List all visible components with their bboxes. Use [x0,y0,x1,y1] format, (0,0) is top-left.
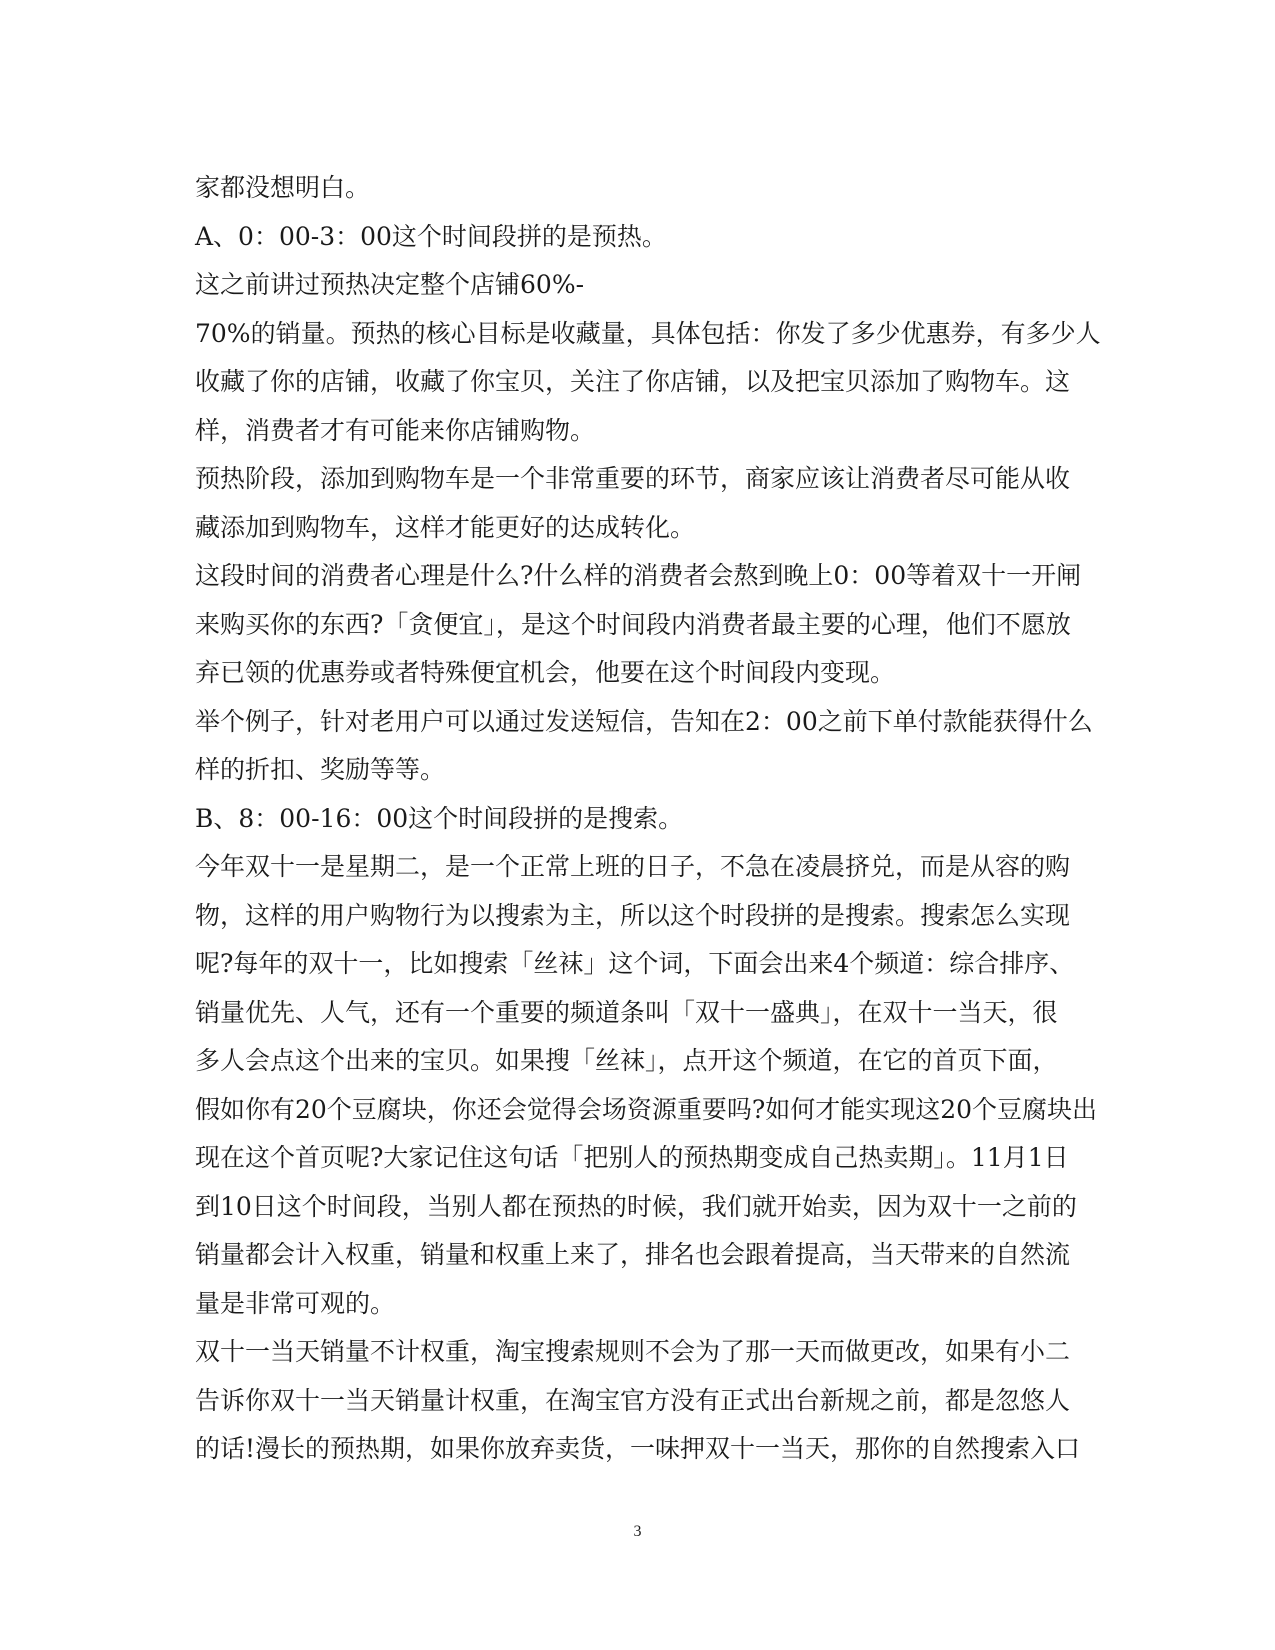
text-line: 到10日这个时间段，当别人都在预热的时候，我们就开始卖，因为双十一之前的 [195,1191,1077,1221]
text-line: 物，这样的用户购物行为以搜索为主，所以这个时段拼的是搜索。搜索怎么实现 [195,900,1071,930]
text-line: A、0：00-3：00这个时间段拼的是预热。 [195,221,667,251]
text-line: 今年双十一是星期二，是一个正常上班的日子，不急在凌晨挤兑，而是从容的购 [195,852,1071,881]
text-line: 假如你有20个豆腐块，你还会觉得会场资源重要吗?如何才能实现这20个豆腐块出 [195,1094,1098,1124]
text-line: B、8：00-16：00这个时间段拼的是搜索。 [195,803,684,833]
text-line: 这段时间的消费者心理是什么?什么样的消费者会熬到晚上0：00等着双十一开闸 [195,561,1082,590]
text-line: 现在这个首页呢?大家记住这句话「把别人的预热期变成自己热卖期」。11月1日 [195,1143,1069,1172]
text-line: 家都没想明白。 [195,173,371,202]
text-line: 销量都会计入权重，销量和权重上来了，排名也会跟着提高，当天带来的自然流 [195,1240,1071,1269]
text-line: 预热阶段，添加到购物车是一个非常重要的环节，商家应该让消费者尽可能从收 [195,464,1071,493]
text-line: 收藏了你的店铺，收藏了你宝贝，关注了你店铺，以及把宝贝添加了购物车。这 [195,367,1071,396]
text-line: 多人会点这个出来的宝贝。如果搜「丝袜」，点开这个频道，在它的首页下面， [195,1046,1058,1075]
text-line: 告诉你双十一当天销量计权重，在淘宝官方没有正式出台新规之前，都是忽悠人 [195,1385,1071,1415]
text-line: 销量优先、人气，还有一个重要的频道条叫「双十一盛典」，在双十一当天，很 [195,997,1058,1027]
text-line: 双十一当天销量不计权重，淘宝搜索规则不会为了那一天而做更改，如果有小二 [195,1337,1071,1366]
text-line: 量是非常可观的。 [195,1288,396,1318]
text-line: 样，消费者才有可能来你店铺购物。 [195,415,596,445]
text-line: 来购买你的东西?「贪便宜」，是这个时间段内消费者最主要的心理，他们不愿放 [195,609,1071,639]
text-line: 呢?每年的双十一，比如搜索「丝袜」这个词，下面会出来4个频道：综合排序、 [195,949,1075,978]
text-line: 藏添加到购物车，这样才能更好的达成转化。 [195,512,696,542]
text-line: 弃已领的优惠券或者特殊便宜机会，他要在这个时间段内变现。 [195,658,896,687]
text-line: 样的折扣、奖励等等。 [195,755,446,784]
body-text [195,164,1101,1474]
text-line: 这之前讲过预热决定整个店铺60%- [195,270,585,299]
text-line: 70%的销量。预热的核心目标是收藏量，具体包括：你发了多少优惠券，有多少人 [195,318,1101,348]
page-number: 3 [633,1523,642,1540]
text-line: 举个例子，针对老用户可以通过发送短信，告知在2：00之前下单付款能获得什么 [195,706,1093,736]
text-line: 的话!漫长的预热期，如果你放弃卖货，一味押双十一当天，那你的自然搜索入口 [195,1434,1081,1463]
